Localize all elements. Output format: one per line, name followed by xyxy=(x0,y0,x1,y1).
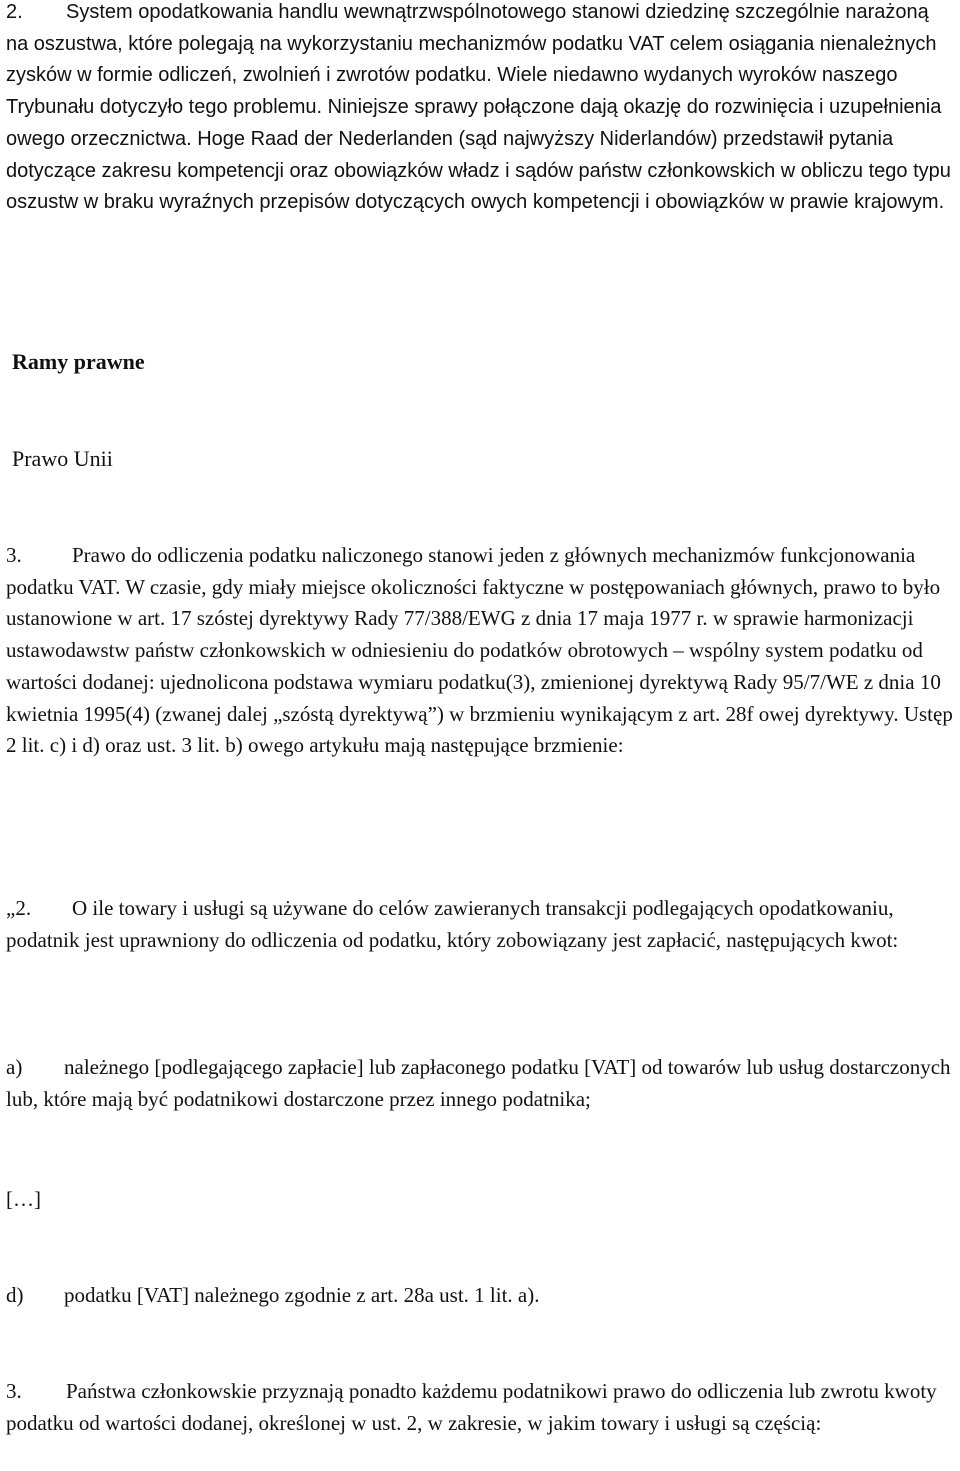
omission-ellipsis: […] xyxy=(6,1187,41,1211)
item-text: podatku [VAT] należnego zgodnie z art. 28a ust. 1 lit. a). xyxy=(64,1283,540,1307)
paragraph-number: 3. xyxy=(6,543,22,567)
paragraph-text: System opodatkowania handlu wewnątrzwspólnotowego stanowi dziedzinę szczególnie narażoną na oszustwa, które polegają na wykorzystaniu mechanizmów podatku VAT celem osiągania nienależnych zysków w formie odliczeń, zwolnień i zwrotów podatku. Wiele niedawno wydanych wyroków naszego Trybunału dotyczyło tego problemu. Niniejsze sprawy połączone dają okazję do rozwinięcia i uzupełnienia owego orzecznictwa. Hoge Raad der Nederlanden (sąd najwyższy Niderlandów) przedstawił pytania dotyczące zakresu kompetencji oraz obowiązków władz i sądów państw członkowskich w obliczu tego typu oszustw w braku wyraźnych przepisów dotyczących owych kompetencji i obowiązków w prawie krajowym. xyxy=(6,1,951,214)
subsection-heading-eu-law: Prawo Unii xyxy=(12,446,113,471)
item-text: należnego [podlegającego zapłacie] lub zapłaconego podatku [VAT] od towarów lub usług dostarczonych lub, które mają być podatnikowi dostarczone przez innego podatnika; xyxy=(6,1055,951,1111)
quote-item-a xyxy=(6,1052,956,1115)
quote-text: O ile towary i usługi są używane do celów zawieranych transakcji podlegających opodatkowaniu, podatnik jest uprawniony do odliczenia od podatku, który zobowiązany jest zapłacić, następujących kwot: xyxy=(6,896,899,952)
quote-paragraph-2 xyxy=(6,893,956,956)
quote-number: „2. xyxy=(6,896,32,920)
paragraph-number: 2. xyxy=(6,1,23,23)
item-letter: a) xyxy=(6,1055,23,1079)
section-heading-legal-framework: Ramy prawne xyxy=(12,349,145,374)
paragraph-2 xyxy=(6,0,956,219)
quote-text: Państwa członkowskie przyznają ponadto każdemu podatnikowi prawo do odliczenia lub zwrotu kwoty podatku od wartości dodanej, określonej w ust. 2, w zakresie, w jakim towary i usługi są częścią: xyxy=(6,1379,937,1435)
quote-number: 3. xyxy=(6,1379,22,1403)
paragraph-3 xyxy=(6,540,956,762)
item-letter: d) xyxy=(6,1283,24,1307)
paragraph-text: Prawo do odliczenia podatku naliczonego stanowi jeden z głównych mechanizmów funkcjonowania podatku VAT. W czasie, gdy miały miejsce okoliczności faktyczne w postępowaniach głównych, prawo to było ustanowione w art. 17 szóstej dyrektywy Rady 77/388/EWG z dnia 17 maja 1977 r. w sprawie harmonizacji ustawodawstw państw członkowskich w odniesieniu do podatków obrotowych – wspólny system podatku od wartości dodanej: ujednolicona podstawa wymiaru podatku(3), zmienionej dyrektywą Rady 95/7/WE z dnia 10 kwietnia 1995(4) (zwanej dalej „szóstą dyrektywą”) w brzmieniu wynikającym z art. 28f owej dyrektywy. Ustęp 2 lit. c) i d) oraz ust. 3 lit. b) owego artykułu mają następujące brzmienie: xyxy=(6,543,953,758)
quote-item-d xyxy=(6,1280,956,1312)
quote-paragraph-3 xyxy=(6,1376,956,1439)
